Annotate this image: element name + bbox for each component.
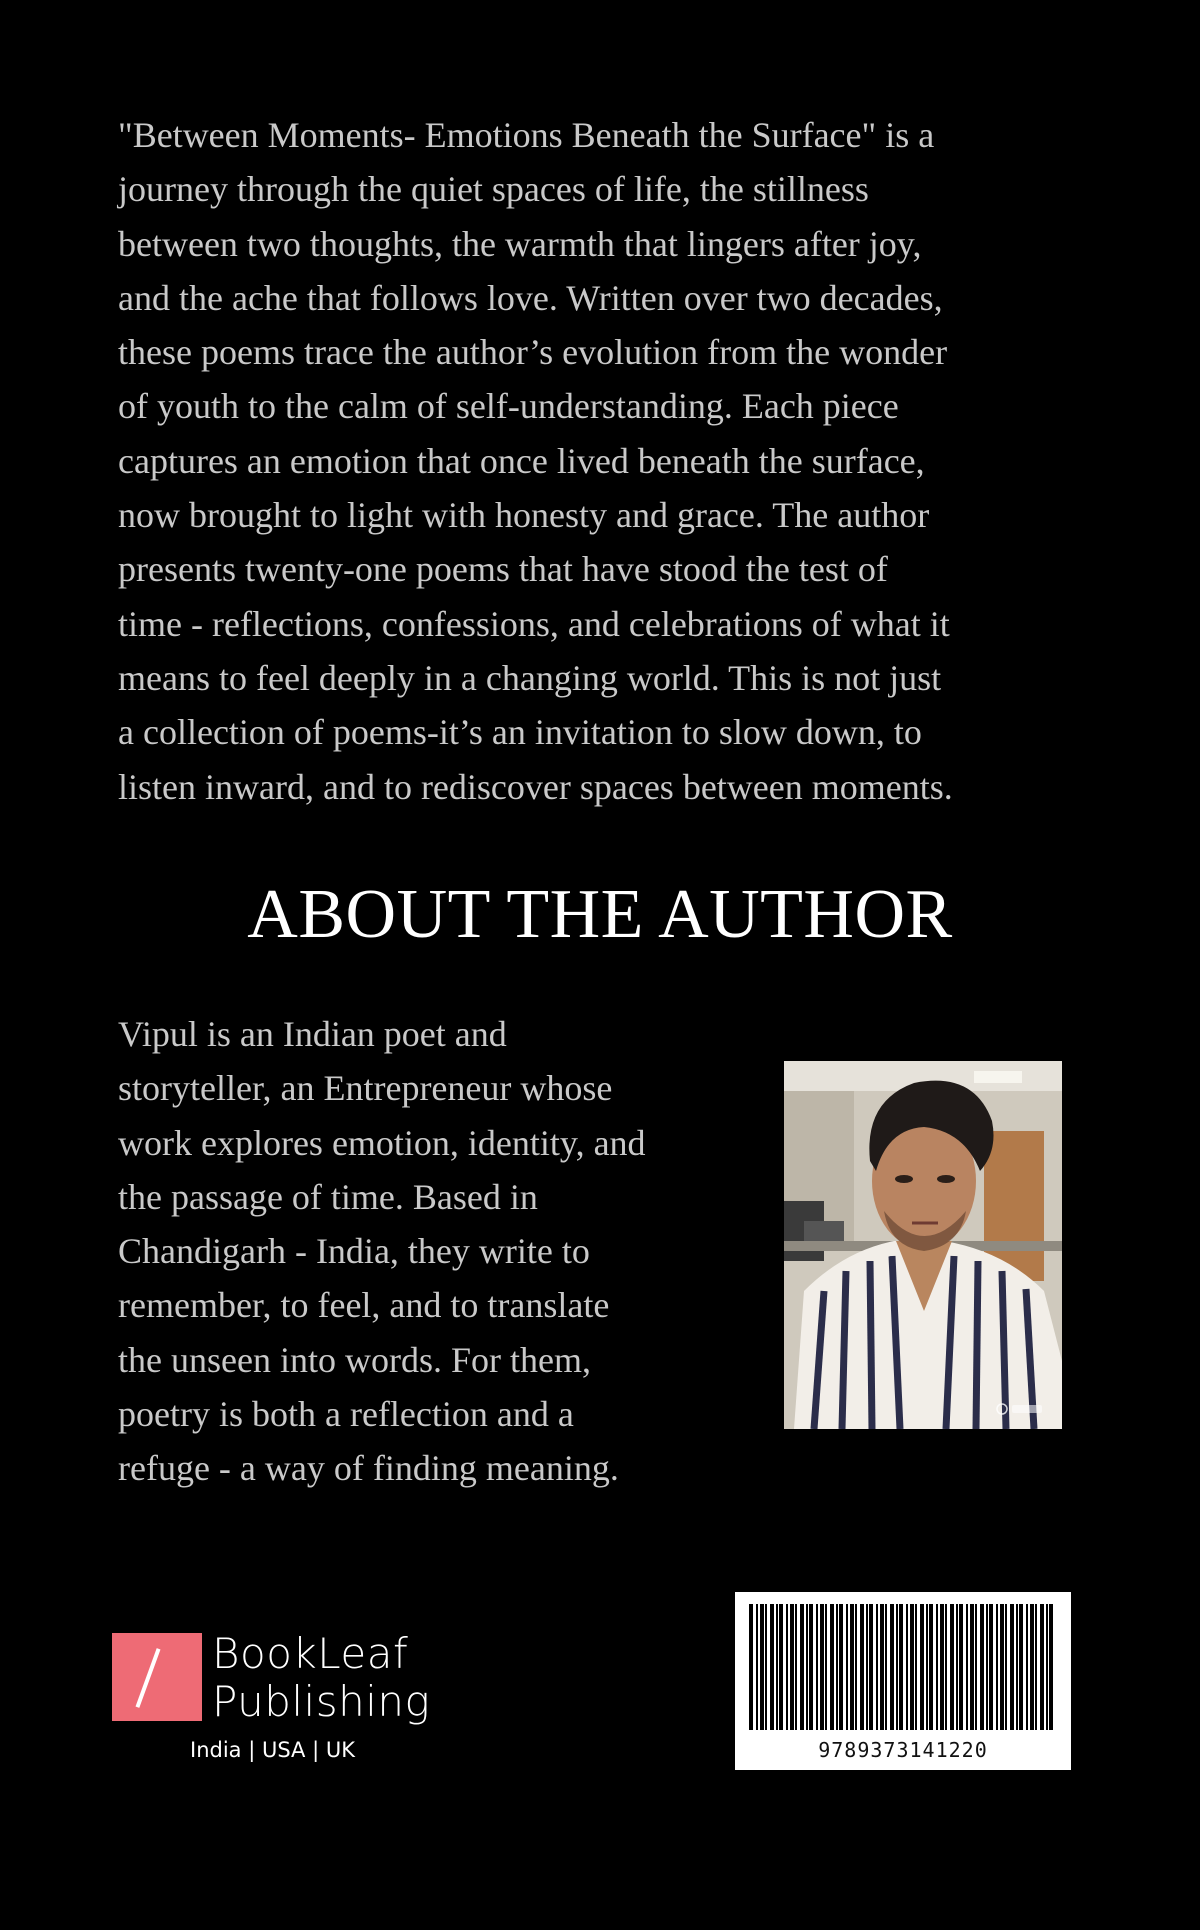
blurb-line: between two thoughts, the warmth that lingers after joy, (118, 223, 922, 264)
blurb-line: presents twenty-one poems that have stood the test of (118, 549, 888, 590)
barcode-bar (970, 1604, 974, 1730)
bio-line: the passage of time. Based in (118, 1176, 538, 1217)
barcode-bar (770, 1604, 774, 1730)
blurb-line: means to feel deeply in a changing world. This is not just (118, 657, 942, 698)
barcode-bar (986, 1604, 988, 1730)
bio-line: the unseen into words. For them, (118, 1339, 591, 1380)
barcode-bar (800, 1604, 804, 1730)
bio-line: Chandigarh - India, they write to (118, 1231, 590, 1272)
blurb-line: now brought to light with honesty and grace. The author (118, 495, 930, 536)
barcode-bar (956, 1604, 958, 1730)
barcode-bar (1016, 1604, 1018, 1730)
barcode-bar (790, 1604, 794, 1730)
isbn-barcode (735, 1592, 1071, 1770)
barcode-bar (1046, 1604, 1048, 1730)
barcode-bar (776, 1604, 778, 1730)
logo-mark-icon (112, 1633, 202, 1721)
barcode-bar (906, 1604, 908, 1730)
barcode-bar (756, 1604, 758, 1730)
blurb-line: these poems trace the author’s evolution from the wonder (118, 332, 948, 373)
barcode-bar (966, 1604, 968, 1730)
barcode-bar (940, 1604, 944, 1730)
bio-line: poetry is both a reflection and a (118, 1394, 574, 1435)
blurb-line: captures an emotion that once lived beneath the surface, (118, 440, 925, 481)
barcode-bar (850, 1604, 854, 1730)
barcode-bar (980, 1604, 984, 1730)
isbn-number: 9789373141220 (818, 1738, 988, 1762)
blurb-line: a collection of poems-it’s an invitation to slow down, to (118, 712, 922, 753)
barcode-bar (910, 1604, 914, 1730)
barcode-bar (945, 1604, 947, 1730)
bio-line: storyteller, an Entrepreneur whose (118, 1068, 613, 1109)
barcode-bar (786, 1604, 788, 1730)
barcode-bar (749, 1604, 753, 1730)
publisher-name (212, 1630, 430, 1726)
barcode-bar (816, 1604, 818, 1730)
barcode-bar (1040, 1604, 1044, 1730)
barcode-bar (899, 1604, 903, 1730)
barcode-bar (820, 1604, 824, 1730)
barcode-bar (996, 1604, 998, 1730)
blurb-line: listen inward, and to rediscover spaces between moments. (118, 766, 953, 807)
barcode-bars (735, 1592, 1071, 1738)
barcode-bar (809, 1604, 813, 1730)
barcode-bar (880, 1604, 884, 1730)
barcode-bar (1026, 1604, 1028, 1730)
barcode-bar (989, 1604, 993, 1730)
barcode-bar (926, 1604, 928, 1730)
barcode-bar (779, 1604, 783, 1730)
barcode-bar (765, 1604, 767, 1730)
barcode-bar (885, 1604, 887, 1730)
barcode-bar (896, 1604, 898, 1730)
barcode-bar (839, 1604, 843, 1730)
barcode-bar (975, 1604, 977, 1730)
about-author-heading: ABOUT THE AUTHOR (247, 876, 953, 953)
bio-line: Vipul is an Indian poet and (118, 1014, 507, 1054)
book-blurb (118, 108, 1098, 814)
barcode-bar (950, 1604, 954, 1730)
barcode-bar (836, 1604, 838, 1730)
publisher-name-line1: BookLeaf (212, 1629, 409, 1678)
bio-line: remember, to feel, and to translate (118, 1285, 610, 1326)
blurb-line: journey through the quiet spaces of life, the stillness (118, 169, 869, 210)
author-photo (784, 1061, 1062, 1429)
barcode-bar (920, 1604, 924, 1730)
barcode-bar (1000, 1604, 1004, 1730)
blurb-line: and the ache that follows love. Written over two decades, (118, 277, 943, 318)
bio-line: refuge - a way of finding meaning. (118, 1448, 619, 1489)
blurb-line: of youth to the calm of self-understanding. Each piece (118, 386, 899, 427)
barcode-bar (929, 1604, 933, 1730)
author-bio (118, 1007, 758, 1496)
blurb-line: time - reflections, confessions, and celebrations of what it (118, 603, 950, 644)
bio-line: work explores emotion, identity, and (118, 1122, 646, 1163)
barcode-bar (806, 1604, 808, 1730)
barcode-bar (846, 1604, 848, 1730)
barcode-bar (915, 1604, 917, 1730)
barcode-bar (866, 1604, 868, 1730)
barcode-bar (869, 1604, 873, 1730)
barcode-bar (1049, 1604, 1053, 1730)
blurb-line: "Between Moments- Emotions Beneath the Surface" is a (118, 115, 935, 155)
publisher-name-line2: Publishing (212, 1677, 431, 1726)
barcode-bar (1030, 1604, 1034, 1730)
slash-icon (136, 1648, 161, 1708)
publisher-regions: India | USA | UK (190, 1738, 355, 1762)
barcode-bar (936, 1604, 938, 1730)
barcode-bar (795, 1604, 797, 1730)
barcode-bar (890, 1604, 894, 1730)
barcode-bar (825, 1604, 827, 1730)
author-portrait-illustration (784, 1061, 1062, 1429)
barcode-bar (959, 1604, 963, 1730)
barcode-bar (1019, 1604, 1023, 1730)
barcode-bar (830, 1604, 834, 1730)
barcode-bar (1005, 1604, 1007, 1730)
barcode-bar (876, 1604, 878, 1730)
barcode-bar (855, 1604, 857, 1730)
publisher-logo (112, 1630, 452, 1770)
barcode-bar (1035, 1604, 1037, 1730)
barcode-bar (860, 1604, 864, 1730)
barcode-bar (1010, 1604, 1014, 1730)
barcode-bar (760, 1604, 764, 1730)
